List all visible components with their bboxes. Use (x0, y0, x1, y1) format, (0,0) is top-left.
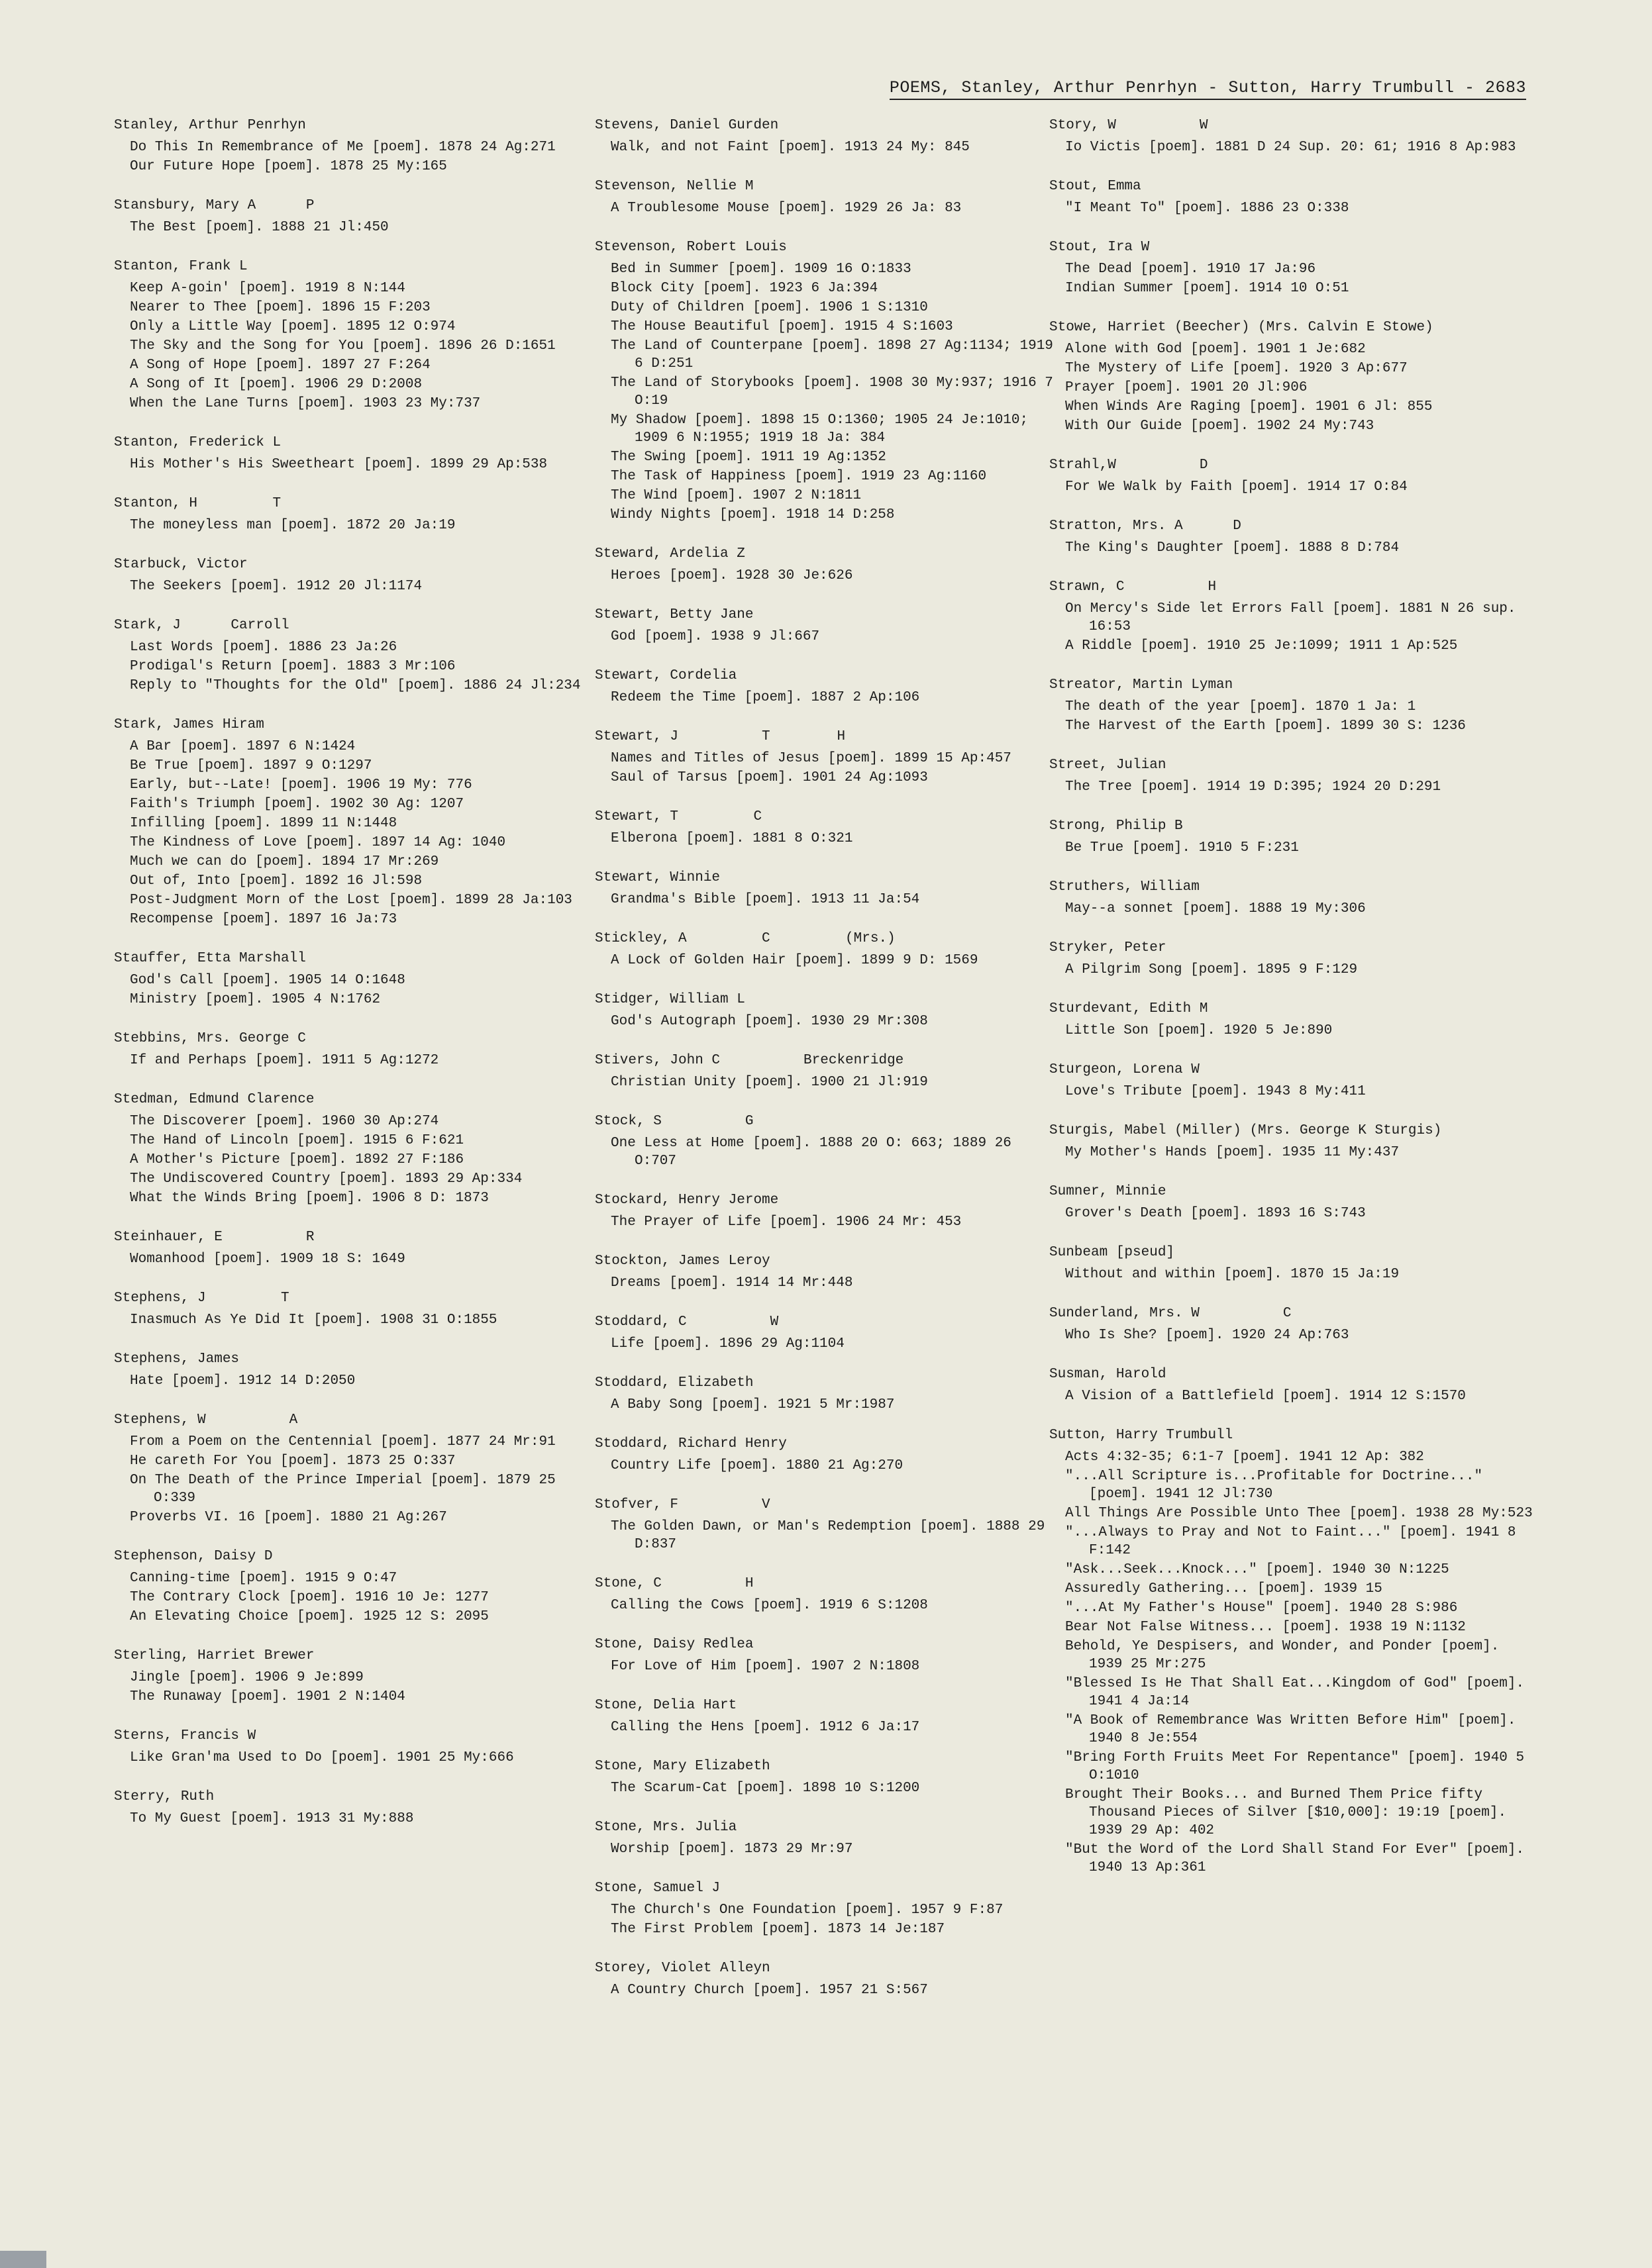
poem-citation: Ministry [poem]. 1905 4 N:1762 (130, 992, 381, 1007)
index-entry (595, 1959, 1058, 1999)
poem-citation: For We Walk by Faith [poem]. 1914 17 O:84 (1065, 479, 1408, 495)
poem-citation: The Tree [poem]. 1914 19 D:395; 1924 20 D:291 (1065, 779, 1441, 795)
author-heading: Steinhauer, E R (114, 1230, 315, 1245)
index-entry (1049, 1122, 1533, 1161)
author-heading: Streator, Martin Lyman (1049, 677, 1233, 693)
poem-citation: The Land of Counterpane [poem]. 1898 27 Ag:1134; 1919 6 D:251 (611, 338, 1053, 371)
author-heading: Stockard, Henry Jerome (595, 1193, 779, 1208)
index-entry (1049, 238, 1533, 297)
index-entry (595, 808, 1058, 848)
index-entry (114, 1289, 591, 1329)
index-entry (1049, 676, 1533, 735)
poem-citation: A Mother's Picture [poem]. 1892 27 F:186 (130, 1152, 464, 1167)
poem-citation: The Land of Storybooks [poem]. 1908 30 My:937; 1916 7 O:19 (611, 375, 1053, 409)
index-entry (114, 1228, 591, 1268)
poem-citation: Prayer [poem]. 1901 20 Jl:906 (1065, 380, 1308, 395)
author-heading: Stebbins, Mrs. George C (114, 1031, 306, 1046)
poem-citation: Love's Tribute [poem]. 1943 8 My:411 (1065, 1084, 1366, 1099)
author-heading: Stanton, Frank L (114, 259, 248, 274)
index-entry (595, 545, 1058, 585)
index-entry (1049, 117, 1533, 156)
author-heading: Stowe, Harriet (Beecher) (Mrs. Calvin E Stowe) (1049, 320, 1433, 335)
poem-citation: Block City [poem]. 1923 6 Ja:394 (611, 281, 878, 296)
index-entry (1049, 756, 1533, 796)
author-heading: Stark, J Carroll (114, 618, 289, 633)
index-entry (114, 716, 591, 928)
author-heading: Stoddard, Richard Henry (595, 1436, 787, 1452)
index-entry (114, 1647, 591, 1706)
poem-citation: The Dead [poem]. 1910 17 Ja:96 (1065, 262, 1316, 277)
author-heading: Stewart, Winnie (595, 870, 721, 885)
poem-citation: Country Life [poem]. 1880 21 Ag:270 (611, 1458, 903, 1473)
index-entry (1049, 177, 1533, 217)
author-heading: Sterling, Harriet Brewer (114, 1648, 315, 1663)
poem-citation: The Kindness of Love [poem]. 1897 14 Ag: 1040 (130, 835, 506, 850)
poem-citation: Inasmuch As Ye Did It [poem]. 1908 31 O:1855 (130, 1312, 497, 1328)
poem-citation: Early, but--Late! [poem]. 1906 19 My: 776 (130, 777, 472, 793)
poem-citation: Womanhood [poem]. 1909 18 S: 1649 (130, 1252, 405, 1267)
author-heading: Stephens, W A (114, 1412, 298, 1428)
poem-citation: What the Winds Bring [poem]. 1906 8 D: 1873 (130, 1191, 489, 1206)
index-entry (114, 556, 591, 595)
author-heading: Sturgis, Mabel (Miller) (Mrs. George K Sturgis) (1049, 1123, 1442, 1138)
poem-citation: All Things Are Possible Unto Thee [poem]. 1938 28 My:523 (1065, 1506, 1533, 1521)
author-heading: Stivers, John C Breckenridge (595, 1053, 904, 1068)
poem-citation: He careth For You [poem]. 1873 25 O:337 (130, 1454, 456, 1469)
poem-citation: Heroes [poem]. 1928 30 Je:626 (611, 568, 853, 583)
author-heading: Susman, Harold (1049, 1367, 1166, 1382)
index-entry (114, 1727, 591, 1767)
index-entry (595, 1636, 1058, 1675)
poem-citation: Faith's Triumph [poem]. 1902 30 Ag: 1207 (130, 797, 464, 812)
author-heading: Stockton, James Leroy (595, 1254, 770, 1269)
poem-citation: Nearer to Thee [poem]. 1896 15 F:203 (130, 300, 431, 315)
poem-citation: To My Guest [poem]. 1913 31 My:888 (130, 1811, 414, 1826)
poem-citation: Little Son [poem]. 1920 5 Je:890 (1065, 1023, 1333, 1038)
poem-citation: May--a sonnet [poem]. 1888 19 My:306 (1065, 901, 1366, 916)
author-heading: Strahl,W D (1049, 458, 1208, 473)
author-heading: Stauffer, Etta Marshall (114, 951, 306, 966)
poem-citation: The Scarum-Cat [poem]. 1898 10 S:1200 (611, 1781, 920, 1796)
index-entry (595, 1191, 1058, 1231)
poem-citation: The Swing [poem]. 1911 19 Ag:1352 (611, 450, 886, 465)
poem-citation: A Riddle [poem]. 1910 25 Je:1099; 1911 1 Ap:525 (1065, 638, 1458, 654)
poem-citation: If and Perhaps [poem]. 1911 5 Ag:1272 (130, 1053, 439, 1068)
poem-citation: Do This In Remembrance of Me [poem]. 1878 24 Ag:271 (130, 140, 556, 155)
author-heading: Stevenson, Robert Louis (595, 240, 787, 255)
author-heading: Stone, Samuel J (595, 1881, 721, 1896)
author-heading: Stidger, William L (595, 992, 745, 1007)
index-entry (595, 728, 1058, 787)
poem-citation: God's Autograph [poem]. 1930 29 Mr:308 (611, 1014, 928, 1029)
poem-citation: "...At My Father's House" [poem]. 1940 28 S:986 (1065, 1601, 1458, 1616)
author-heading: Stephenson, Daisy D (114, 1549, 273, 1564)
author-heading: Stewart, T C (595, 809, 762, 824)
index-entry (595, 1818, 1058, 1858)
author-heading: Stewart, Cordelia (595, 668, 737, 683)
poem-citation: Prodigal's Return [poem]. 1883 3 Mr:106 (130, 659, 456, 674)
poem-citation: The Mystery of Life [poem]. 1920 3 Ap:677 (1065, 361, 1408, 376)
running-head: POEMS, Stanley, Arthur Penrhyn - Sutton, Harry Trumbull - 2683 (890, 78, 1526, 100)
index-column-2 (595, 117, 1058, 2020)
poem-citation: Saul of Tarsus [poem]. 1901 24 Ag:1093 (611, 770, 928, 785)
author-heading: Stone, Delia Hart (595, 1698, 737, 1713)
poem-citation: On The Death of the Prince Imperial [poem]. 1879 25 O:339 (130, 1473, 556, 1506)
poem-citation: My Mother's Hands [poem]. 1935 11 My:437 (1065, 1145, 1400, 1160)
poem-citation: A Vision of a Battlefield [poem]. 1914 12 S:1570 (1065, 1389, 1466, 1404)
index-entry (114, 1030, 591, 1069)
poem-citation: "...All Scripture is...Profitable for Doctrine..." [poem]. 1941 12 Jl:730 (1065, 1469, 1483, 1502)
index-entry (595, 1435, 1058, 1475)
poem-citation: When the Lane Turns [poem]. 1903 23 My:737 (130, 396, 481, 411)
poem-citation: An Elevating Choice [poem]. 1925 12 S: 2095 (130, 1609, 489, 1624)
poem-citation: Out of, Into [poem]. 1892 16 Jl:598 (130, 873, 423, 889)
index-entry (595, 1575, 1058, 1614)
poem-citation: Grover's Death [poem]. 1893 16 S:743 (1065, 1206, 1366, 1221)
author-heading: Stewart, Betty Jane (595, 607, 754, 622)
poem-citation: The Church's One Foundation [poem]. 1957 9 F:87 (611, 1902, 1004, 1918)
poem-citation: Canning-time [poem]. 1915 9 O:47 (130, 1571, 397, 1586)
poem-citation: A Lock of Golden Hair [poem]. 1899 9 D: 1569 (611, 953, 978, 968)
poem-citation: Be True [poem]. 1897 9 O:1297 (130, 758, 372, 773)
index-entry (114, 1411, 591, 1526)
index-entry (1049, 1365, 1533, 1405)
index-entry (595, 869, 1058, 909)
index-entry (595, 991, 1058, 1030)
poem-citation: "...Always to Pray and Not to Faint..." [poem]. 1941 8 F:142 (1065, 1525, 1516, 1558)
poem-citation: Io Victis [poem]. 1881 D 24 Sup. 20: 61; 1916 8 Ap:983 (1065, 140, 1516, 155)
author-heading: Sterry, Ruth (114, 1789, 215, 1804)
author-heading: Stevenson, Nellie M (595, 179, 754, 194)
poem-citation: A Bar [poem]. 1897 6 N:1424 (130, 739, 356, 754)
index-entry (595, 930, 1058, 969)
author-heading: Story, W W (1049, 118, 1208, 133)
index-entry (114, 1091, 591, 1207)
index-entry (595, 1052, 1058, 1091)
poem-citation: Christian Unity [poem]. 1900 21 Jl:919 (611, 1075, 928, 1090)
author-heading: Sutton, Harry Trumbull (1049, 1428, 1233, 1443)
index-entry (595, 1313, 1058, 1353)
index-entry (595, 1757, 1058, 1797)
poem-citation: The Golden Dawn, or Man's Redemption [poem]. 1888 29 D:837 (611, 1519, 1045, 1552)
poem-citation: A Troublesome Mouse [poem]. 1929 26 Ja: 83 (611, 201, 962, 216)
author-heading: Stone, C H (595, 1576, 754, 1591)
index-entry (1049, 1244, 1533, 1283)
index-entry (595, 177, 1058, 217)
poem-citation: For Love of Him [poem]. 1907 2 N:1808 (611, 1659, 920, 1674)
author-heading: Stoddard, Elizabeth (595, 1375, 754, 1391)
poem-citation: The Sky and the Song for You [poem]. 1896 26 D:1651 (130, 338, 556, 354)
poem-citation: Proverbs VI. 16 [poem]. 1880 21 Ag:267 (130, 1510, 447, 1525)
poem-citation: Behold, Ye Despisers, and Wonder, and Ponder [poem]. 1939 25 Mr:275 (1065, 1639, 1500, 1672)
poem-citation: Keep A-goin' [poem]. 1919 8 N:144 (130, 281, 405, 296)
author-heading: Stephens, J T (114, 1291, 289, 1306)
poem-citation: Our Future Hope [poem]. 1878 25 My:165 (130, 159, 447, 174)
poem-citation: Names and Titles of Jesus [poem]. 1899 15 Ap:457 (611, 751, 1011, 766)
poem-citation: The Task of Happiness [poem]. 1919 23 Ag:1160 (611, 469, 987, 484)
poem-citation: The Harvest of the Earth [poem]. 1899 30 S: 1236 (1065, 718, 1466, 734)
author-heading: Storey, Violet Alleyn (595, 1961, 770, 1976)
poem-citation: Redeem the Time [poem]. 1887 2 Ap:106 (611, 690, 920, 705)
index-entry (1049, 1426, 1533, 1877)
poem-citation: The King's Daughter [poem]. 1888 8 D:784 (1065, 540, 1400, 556)
author-heading: Sunbeam [pseud] (1049, 1245, 1175, 1260)
author-heading: Strawn, C H (1049, 579, 1217, 595)
poem-citation: Worship [poem]. 1873 29 Mr:97 (611, 1842, 853, 1857)
poem-citation: Recompense [poem]. 1897 16 Ja:73 (130, 912, 397, 927)
poem-citation: Be True [poem]. 1910 5 F:231 (1065, 840, 1299, 856)
index-entry (595, 606, 1058, 646)
index-entry (1049, 1305, 1533, 1344)
index-entry (114, 616, 591, 695)
poem-citation: "Blessed Is He That Shall Eat...Kingdom of God" [poem]. 1941 4 Ja:14 (1065, 1676, 1525, 1709)
index-entry (1049, 578, 1533, 655)
index-entry (114, 1350, 591, 1390)
author-heading: Strong, Philip B (1049, 818, 1183, 834)
index-column-1 (114, 117, 591, 1849)
author-heading: Stephens, James (114, 1352, 240, 1367)
poem-citation: Duty of Children [poem]. 1906 1 S:1310 (611, 300, 928, 315)
author-heading: Sumner, Minnie (1049, 1184, 1166, 1199)
author-heading: Stone, Daisy Redlea (595, 1637, 754, 1652)
author-heading: Stark, James Hiram (114, 717, 264, 732)
index-entry (1049, 878, 1533, 918)
poem-citation: Windy Nights [poem]. 1918 14 D:258 (611, 507, 895, 522)
author-heading: Stedman, Edmund Clarence (114, 1092, 315, 1107)
index-entry (114, 197, 591, 236)
poem-citation: A Song of It [poem]. 1906 29 D:2008 (130, 377, 423, 392)
poem-citation: The Prayer of Life [poem]. 1906 24 Mr: 453 (611, 1214, 962, 1230)
poem-citation: God [poem]. 1938 9 Jl:667 (611, 629, 820, 644)
index-entry (1049, 939, 1533, 979)
author-heading: Stock, S G (595, 1114, 754, 1129)
poem-citation: One Less at Home [poem]. 1888 20 O: 663; 1889 26 O:707 (611, 1136, 1011, 1169)
poem-citation: Who Is She? [poem]. 1920 24 Ap:763 (1065, 1328, 1349, 1343)
poem-citation: A Pilgrim Song [poem]. 1895 9 F:129 (1065, 962, 1358, 977)
poem-citation: The Seekers [poem]. 1912 20 Jl:1174 (130, 579, 423, 594)
poem-citation: When Winds Are Raging [poem]. 1901 6 Jl: 855 (1065, 399, 1433, 415)
author-heading: Stewart, J T H (595, 729, 846, 744)
poem-citation: Indian Summer [poem]. 1914 10 O:51 (1065, 281, 1349, 296)
poem-citation: Post-Judgment Morn of the Lost [poem]. 1899 28 Ja:103 (130, 893, 572, 908)
author-heading: Starbuck, Victor (114, 557, 248, 572)
author-heading: Stansbury, Mary A P (114, 198, 315, 213)
index-entry (114, 1788, 591, 1828)
index-entry (595, 1252, 1058, 1292)
author-heading: Stanton, H T (114, 496, 282, 511)
poem-citation: Only a Little Way [poem]. 1895 12 O:974 (130, 319, 456, 334)
poem-citation: The Contrary Clock [poem]. 1916 10 Je: 1277 (130, 1590, 489, 1605)
index-entry (595, 1879, 1058, 1938)
author-heading: Stone, Mrs. Julia (595, 1820, 737, 1835)
poem-citation: From a Poem on the Centennial [poem]. 1877 24 Mr:91 (130, 1434, 556, 1450)
poem-citation: A Country Church [poem]. 1957 21 S:567 (611, 1983, 928, 1998)
poem-citation: On Mercy's Side let Errors Fall [poem]. 1881 N 26 sup. 16:53 (1065, 601, 1516, 634)
index-entry (595, 1112, 1058, 1170)
author-heading: Sunderland, Mrs. W C (1049, 1306, 1292, 1321)
index-entry (114, 1548, 591, 1626)
poem-citation: Much we can do [poem]. 1894 17 Mr:269 (130, 854, 439, 869)
poem-citation: Alone with God [poem]. 1901 1 Je:682 (1065, 342, 1366, 357)
index-entry (1049, 1000, 1533, 1040)
index-entry (595, 667, 1058, 707)
index-entry (114, 434, 591, 473)
index-entry (595, 1496, 1058, 1553)
index-entry (1049, 1183, 1533, 1222)
poem-citation: "I Meant To" [poem]. 1886 23 O:338 (1065, 201, 1349, 216)
author-heading: Stickley, A C (Mrs.) (595, 931, 896, 946)
index-entry (595, 1697, 1058, 1736)
index-entry (1049, 517, 1533, 557)
index-entry (114, 258, 591, 413)
poem-citation: Reply to "Thoughts for the Old" [poem]. 1886 24 Jl:234 (130, 678, 581, 693)
poem-citation: The Best [poem]. 1888 21 Jl:450 (130, 220, 389, 235)
index-entry (595, 238, 1058, 524)
author-heading: Stout, Emma (1049, 179, 1141, 194)
poem-citation: The Discoverer [poem]. 1960 30 Ap:274 (130, 1114, 439, 1129)
poem-citation: The House Beautiful [poem]. 1915 4 S:1603 (611, 319, 953, 334)
poem-citation: Brought Their Books... and Burned Them Price fifty Thousand Pieces of Silver [$10,000]: 19:19 [poem]. 1939 29 Ap: 402 (1065, 1787, 1507, 1838)
author-heading: Stanley, Arthur Penrhyn (114, 118, 306, 133)
author-heading: Sterns, Francis W (114, 1728, 256, 1744)
poem-citation: Hate [poem]. 1912 14 D:2050 (130, 1373, 356, 1389)
author-heading: Stout, Ira W (1049, 240, 1150, 255)
poem-citation: Elberona [poem]. 1881 8 O:321 (611, 831, 853, 846)
poem-citation: Calling the Hens [poem]. 1912 6 Ja:17 (611, 1720, 920, 1735)
author-heading: Street, Julian (1049, 758, 1166, 773)
index-column-3 (1049, 117, 1533, 1898)
poem-citation: Jingle [poem]. 1906 9 Je:899 (130, 1670, 364, 1685)
index-entry (114, 117, 591, 175)
author-heading: Stryker, Peter (1049, 940, 1166, 956)
poem-citation: "Bring Forth Fruits Meet For Repentance" [poem]. 1940 5 O:1010 (1065, 1750, 1525, 1783)
poem-citation: The Undiscovered Country [poem]. 1893 29 Ap:334 (130, 1171, 523, 1187)
author-heading: Steward, Ardelia Z (595, 546, 745, 562)
poem-citation: My Shadow [poem]. 1898 15 O:1360; 1905 24 Je:1010; 1909 6 N:1955; 1919 18 Ja: 384 (611, 413, 1029, 446)
author-heading: Stoddard, C W (595, 1314, 779, 1330)
index-entry (1049, 817, 1533, 857)
author-heading: Sturgeon, Lorena W (1049, 1062, 1200, 1077)
poem-citation: Without and within [poem]. 1870 15 Ja:19 (1065, 1267, 1400, 1282)
poem-citation: God's Call [poem]. 1905 14 O:1648 (130, 973, 405, 988)
poem-citation: Dreams [poem]. 1914 14 Mr:448 (611, 1275, 853, 1291)
author-heading: Stofver, F V (595, 1497, 770, 1512)
poem-citation: Infilling [poem]. 1899 11 N:1448 (130, 816, 397, 831)
author-heading: Stone, Mary Elizabeth (595, 1759, 770, 1774)
index-entry (595, 1374, 1058, 1414)
index-entry (1049, 456, 1533, 496)
index-entry (114, 950, 591, 1009)
poem-citation: Last Words [poem]. 1886 23 Ja:26 (130, 640, 397, 655)
poem-citation: The First Problem [poem]. 1873 14 Je:187 (611, 1922, 945, 1937)
poem-citation: A Baby Song [poem]. 1921 5 Mr:1987 (611, 1397, 895, 1412)
poem-citation: Walk, and not Faint [poem]. 1913 24 My: 845 (611, 140, 970, 155)
poem-citation: Grandma's Bible [poem]. 1913 11 Ja:54 (611, 892, 920, 907)
index-entry (1049, 1061, 1533, 1101)
poem-citation: Calling the Cows [poem]. 1919 6 S:1208 (611, 1598, 928, 1613)
poem-citation: Assuredly Gathering... [poem]. 1939 15 (1065, 1581, 1382, 1597)
poem-citation: Like Gran'ma Used to Do [poem]. 1901 25 My:666 (130, 1750, 514, 1765)
poem-citation: "A Book of Remembrance Was Written Before Him" [poem]. 1940 8 Je:554 (1065, 1713, 1516, 1746)
poem-citation: Life [poem]. 1896 29 Ag:1104 (611, 1336, 845, 1352)
poem-citation: The Runaway [poem]. 1901 2 N:1404 (130, 1689, 405, 1704)
poem-citation: "But the Word of the Lord Shall Stand For Ever" [poem]. 1940 13 Ap:361 (1065, 1842, 1525, 1875)
author-heading: Sturdevant, Edith M (1049, 1001, 1208, 1016)
author-heading: Stratton, Mrs. A D (1049, 518, 1241, 534)
poem-citation: With Our Guide [poem]. 1902 24 My:743 (1065, 419, 1374, 434)
index-entry (595, 117, 1058, 156)
author-heading: Stanton, Frederick L (114, 435, 282, 450)
poem-citation: The moneyless man [poem]. 1872 20 Ja:19 (130, 518, 456, 533)
author-heading: Stevens, Daniel Gurden (595, 118, 779, 133)
poem-citation: A Song of Hope [poem]. 1897 27 F:264 (130, 358, 431, 373)
index-entry (114, 495, 591, 534)
poem-citation: The death of the year [poem]. 1870 1 Ja: 1 (1065, 699, 1416, 715)
poem-citation: The Wind [poem]. 1907 2 N:1811 (611, 488, 862, 503)
poem-citation: "Ask...Seek...Knock..." [poem]. 1940 30 N:1225 (1065, 1562, 1449, 1577)
poem-citation: The Hand of Lincoln [poem]. 1915 6 F:621 (130, 1133, 464, 1148)
poem-citation: Acts 4:32-35; 6:1-7 [poem]. 1941 12 Ap: 382 (1065, 1450, 1424, 1465)
index-entry (1049, 319, 1533, 435)
poem-citation: His Mother's His Sweetheart [poem]. 1899 29 Ap:538 (130, 457, 548, 472)
author-heading: Struthers, William (1049, 879, 1200, 895)
page-edge-marker (0, 2251, 46, 2268)
poem-citation: Bed in Summer [poem]. 1909 16 O:1833 (611, 262, 911, 277)
poem-citation: Bear Not False Witness... [poem]. 1938 19 N:1132 (1065, 1620, 1466, 1635)
